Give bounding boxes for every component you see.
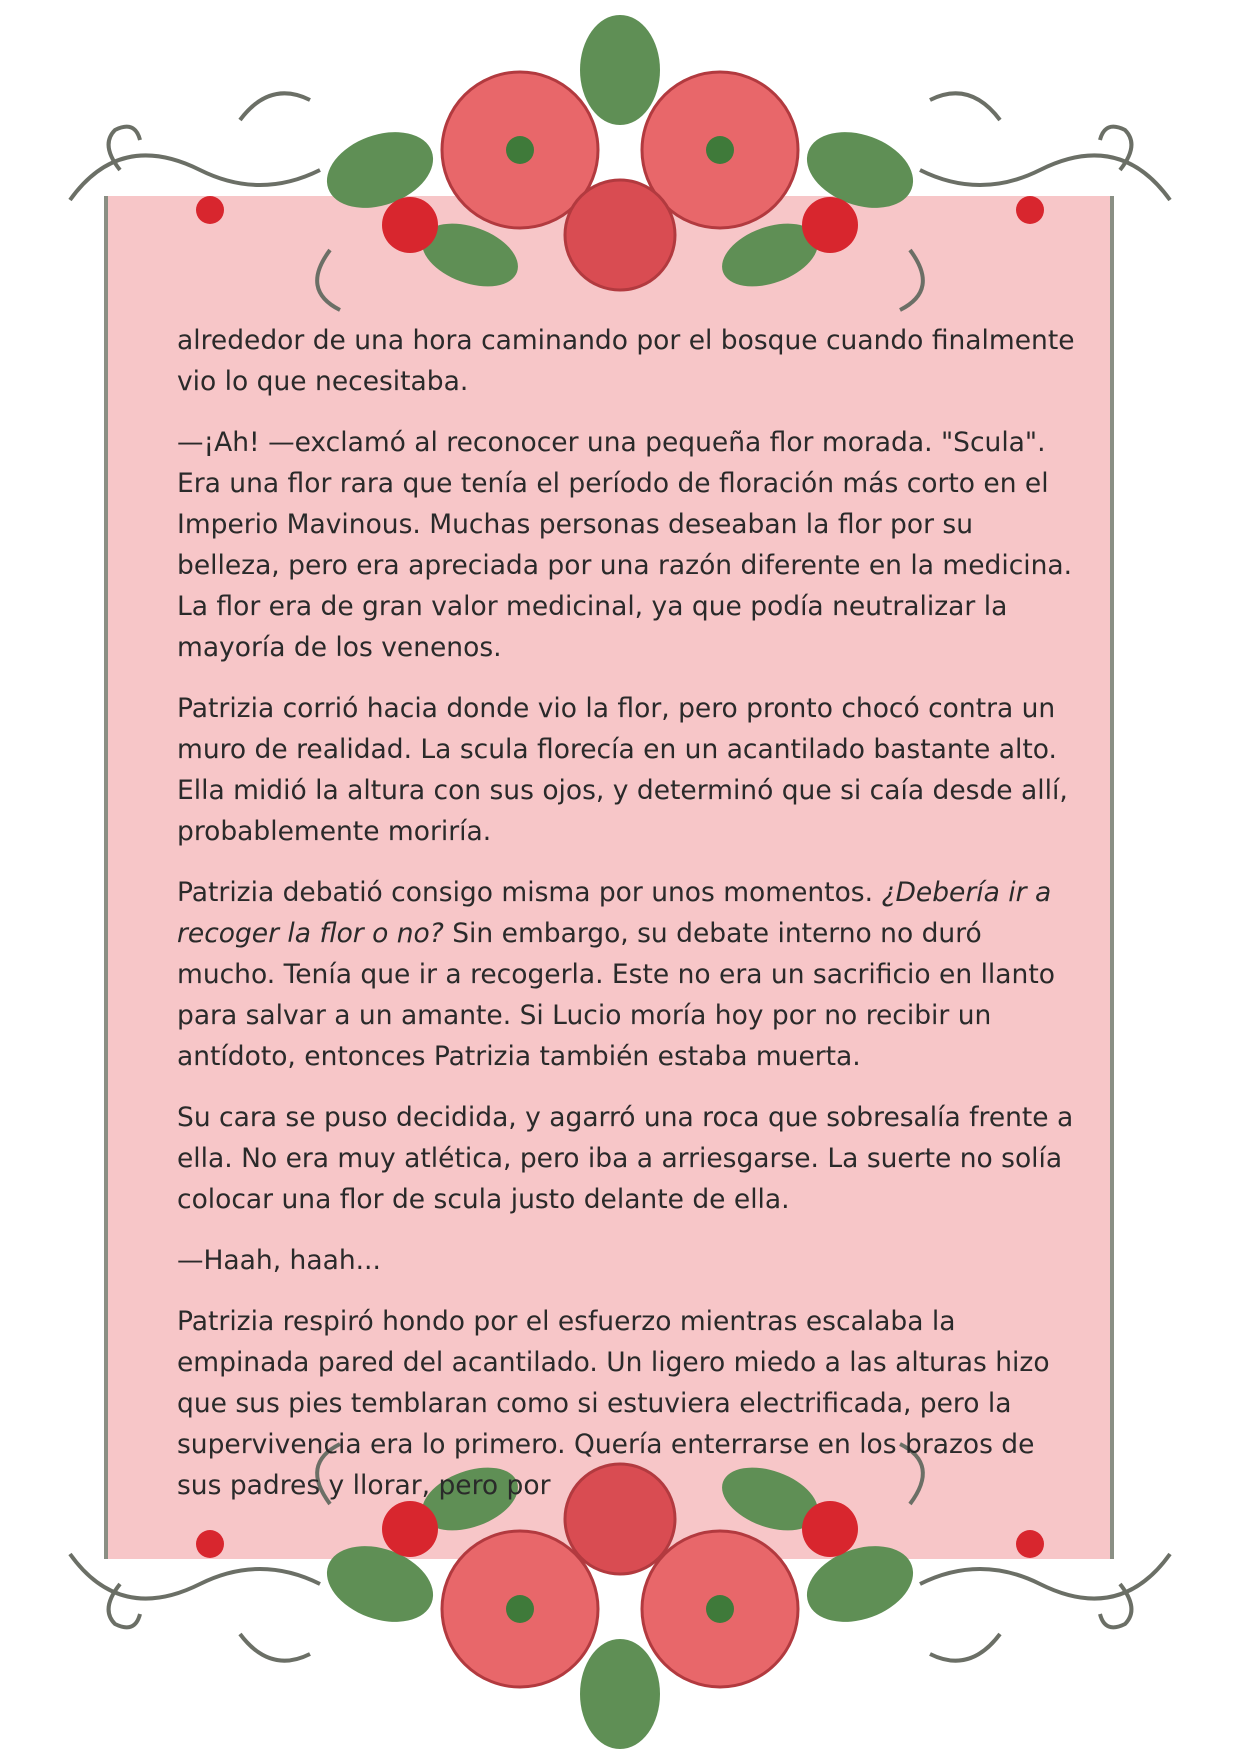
paragraph-text: —¡Ah! —exclamó al reconocer una pequeña flor morada. "Scula". Era una flor rara que tenía el período de floración más corto en el Imperio Mavinous. Muchas personas deseaban la flor por su belleza, pero era apreciada por una razón diferente en la medicina. La flor era de gran valor medicinal, ya que podía neutralizar la mayoría de los venenos. — [177, 427, 1073, 663]
paragraph-text: Sin embargo, su debate interno no duró mucho. Tenía que ir a recogerla. Este no era un sacrificio en llanto para salvar a un amante. Si Lucio moría hoy por no recibir un antídoto, entonces Patrizia también estaba muerta. — [177, 918, 1055, 1072]
paragraph-text: alrededor de una hora caminando por el bosque cuando finalmente vio lo que necesitaba. — [177, 325, 1075, 397]
paragraph — [177, 320, 1077, 402]
paragraph — [177, 1097, 1077, 1220]
paragraph-text: Patrizia corrió hacia donde vio la flor, pero pronto chocó contra un muro de realidad. La scula florecía en un acantilado bastante alto. Ella midió la altura con sus ojos, y determinó que si caía desde allí, probablemente moriría. — [177, 693, 1068, 847]
paragraph-text: Patrizia respiró hondo por el esfuerzo mientras escalaba la empinada pared del acantilado. Un ligero miedo a las alturas hizo que sus pies temblaran como si estuviera electrificada, pero la supervivencia era lo primero. Quería enterrarse en los brazos de sus padres y llorar, pero por — [177, 1306, 1050, 1501]
paragraph — [177, 1301, 1077, 1506]
story-text — [177, 320, 1077, 1526]
paragraph — [177, 872, 1077, 1077]
italic-thought: ¿Debería ir a recoger la flor o no? — [177, 877, 1052, 949]
paragraph — [177, 688, 1077, 852]
paragraph — [177, 422, 1077, 668]
paragraph — [177, 1240, 1077, 1281]
top-floral-ornament — [0, 0, 1240, 330]
paragraph-text: —Haah, haah... — [177, 1245, 381, 1276]
paragraph-text: Su cara se puso decidida, y agarró una roca que sobresalía frente a ella. No era muy atlética, pero iba a arriesgarse. La suerte no solía colocar una flor de scula justo delante de ella. — [177, 1102, 1074, 1215]
paragraph-text: Patrizia debatió consigo misma por unos momentos. — [177, 877, 882, 908]
